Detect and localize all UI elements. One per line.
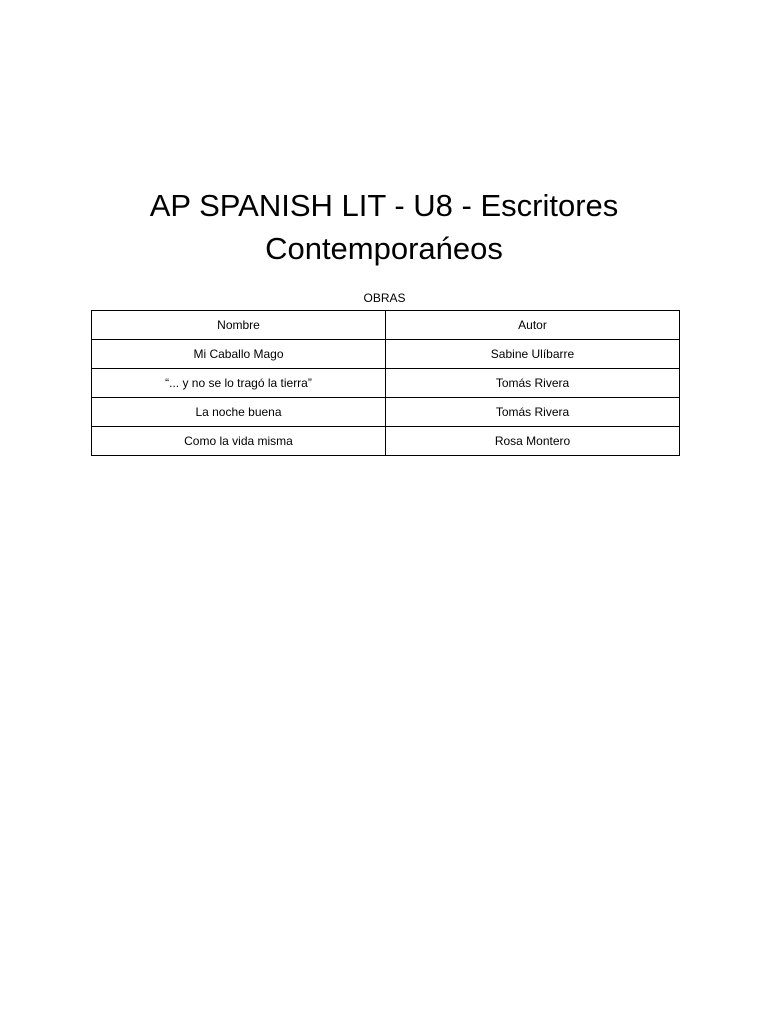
page-title (84, 184, 684, 270)
table-row (92, 340, 680, 369)
cell-nombre: “... y no se lo tragó la tierra” (92, 369, 386, 398)
cell-autor: Tomás Rivera (386, 398, 680, 427)
title-line-1: AP SPANISH LIT - U8 - Escritores (149, 188, 619, 223)
table-header-row (92, 311, 680, 340)
title-line-2: Contemporańeos (265, 231, 503, 266)
works-table (91, 310, 680, 456)
header-autor: Autor (386, 311, 680, 340)
cell-autor: Sabine Ulíbarre (386, 340, 680, 369)
cell-autor: Rosa Montero (386, 427, 680, 456)
cell-autor: Tomás Rivera (386, 369, 680, 398)
cell-nombre: Mi Caballo Mago (92, 340, 386, 369)
header-nombre: Nombre (92, 311, 386, 340)
table-row (92, 427, 680, 456)
table-row (92, 369, 680, 398)
cell-nombre: Como la vida misma (92, 427, 386, 456)
cell-nombre: La noche buena (92, 398, 386, 427)
table-row (92, 398, 680, 427)
table-caption: OBRAS (363, 291, 406, 305)
